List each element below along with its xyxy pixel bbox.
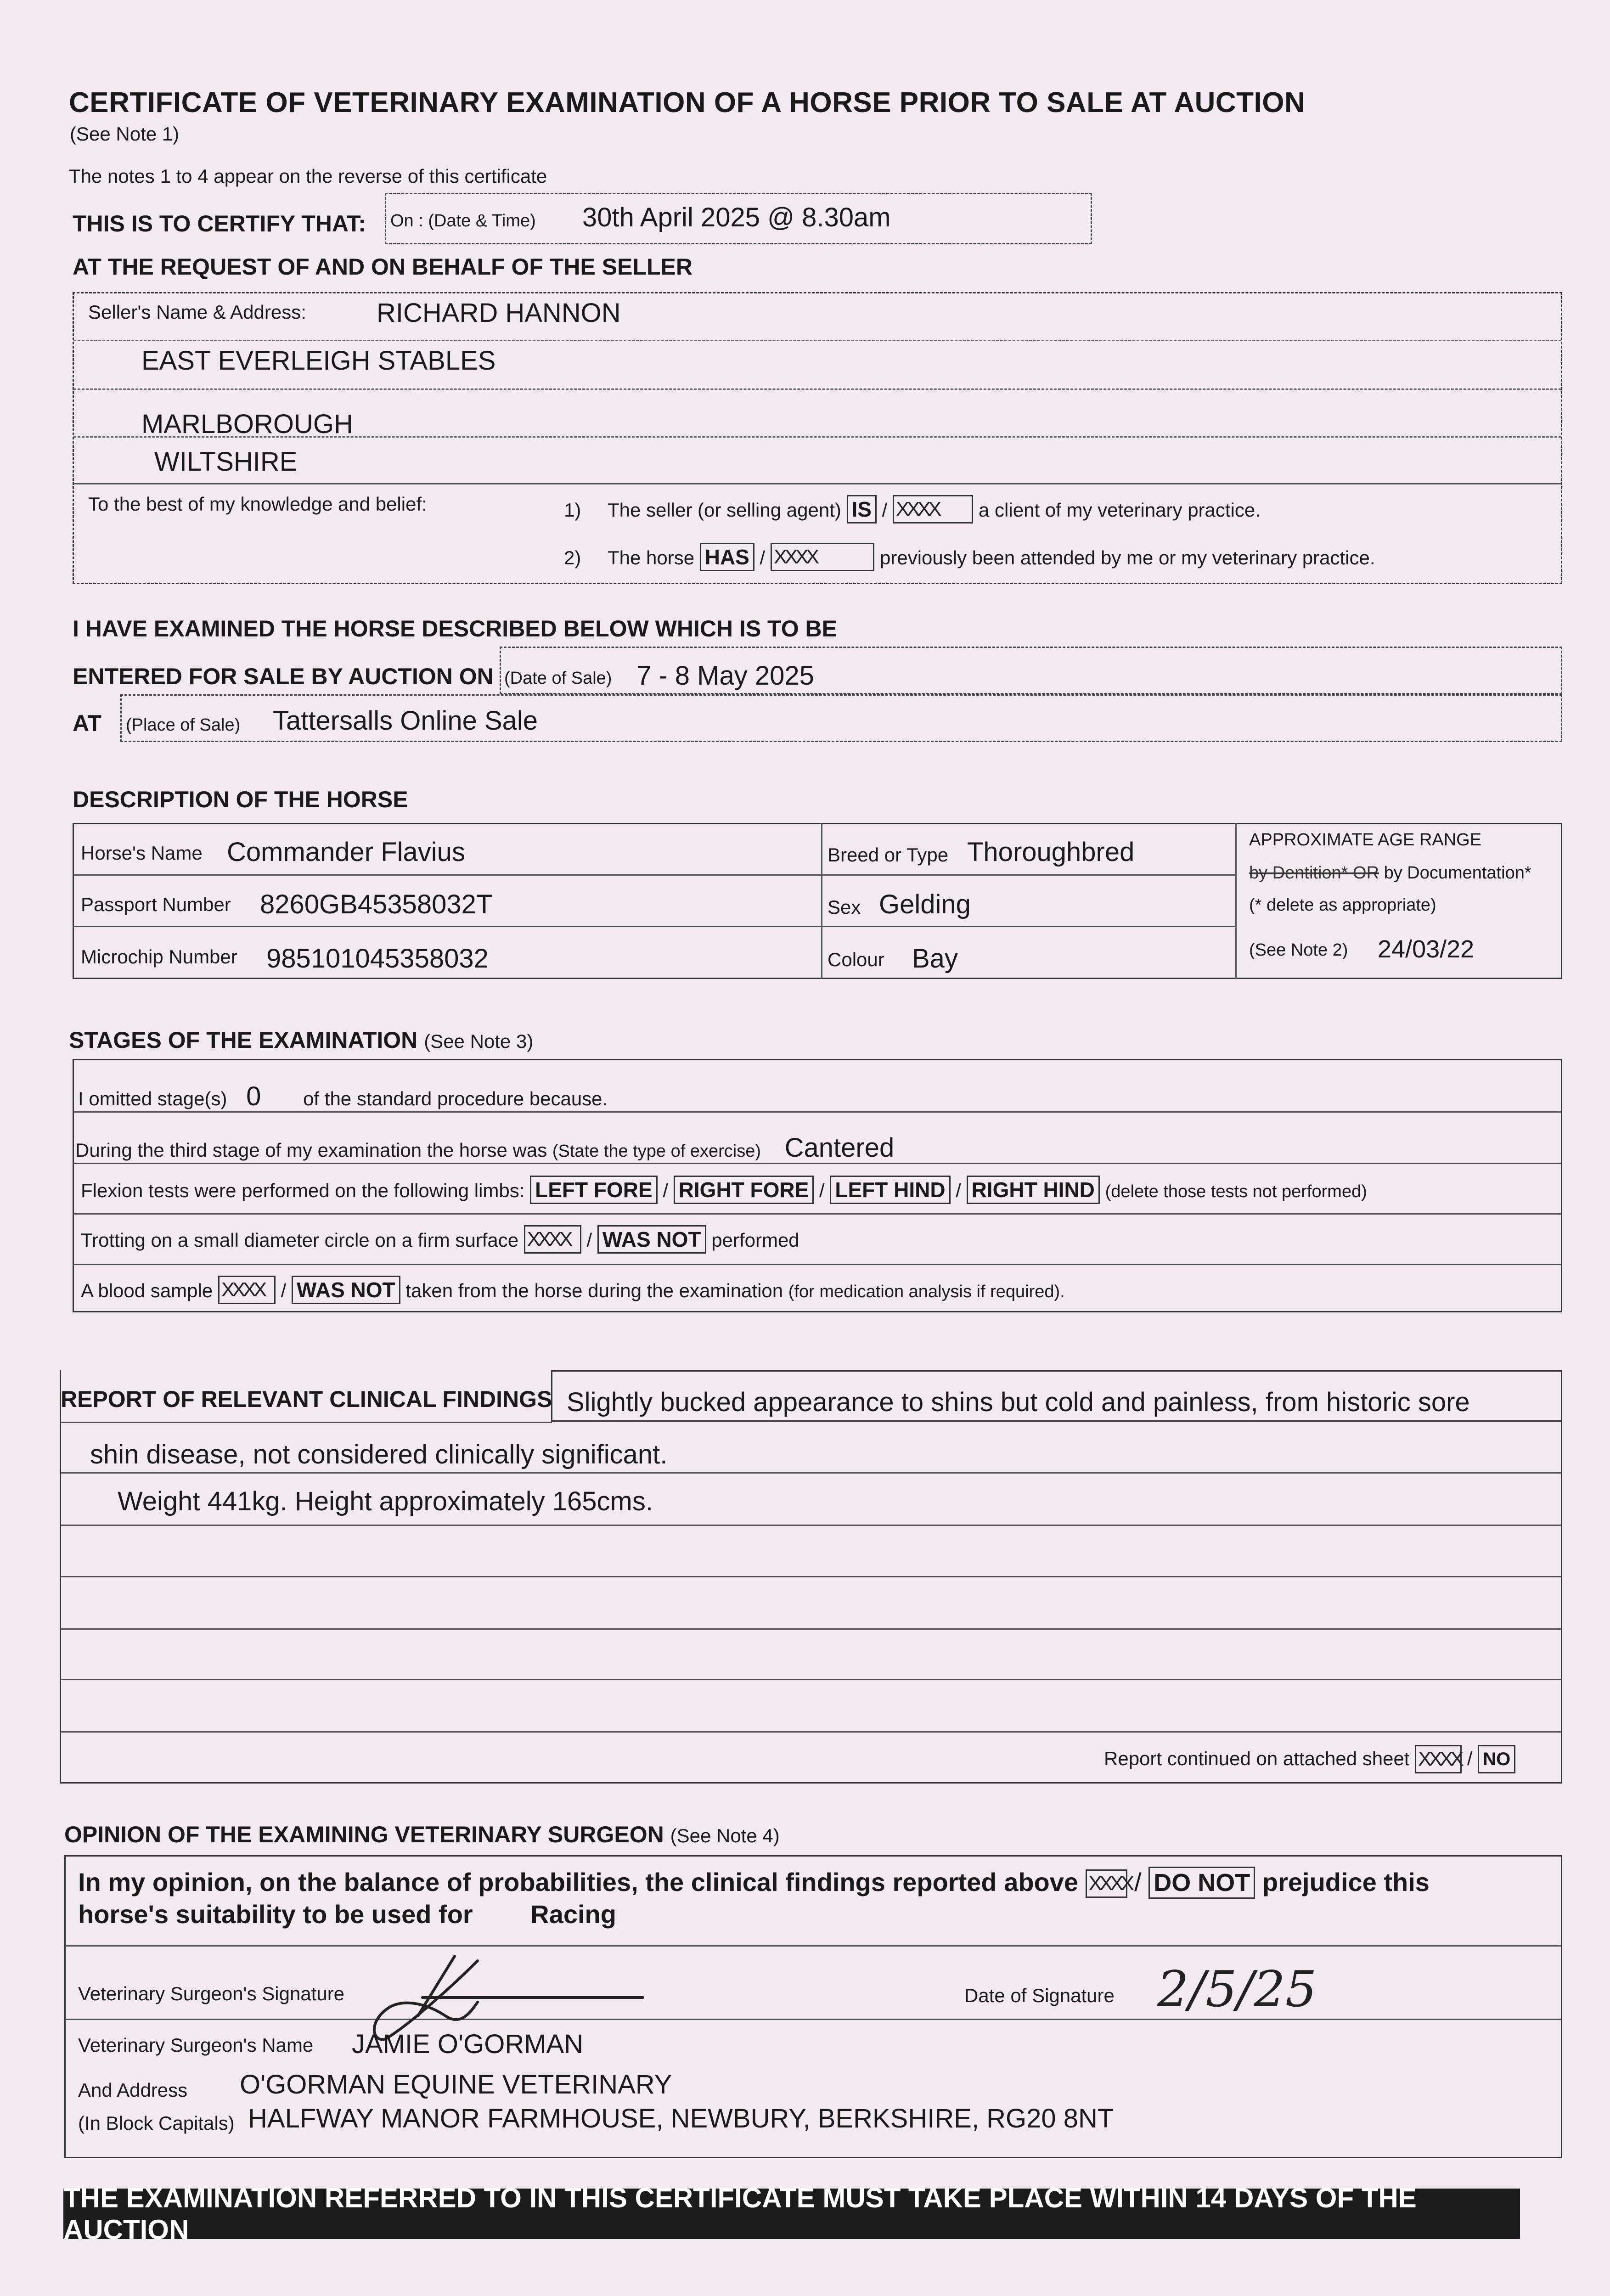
- address-hint: (In Block Capitals): [78, 2112, 235, 2134]
- passport-label: Passport Number: [81, 894, 231, 915]
- sale-place-label: (Place of Sale): [126, 715, 241, 735]
- opinion-do-struck[interactable]: [1086, 1869, 1127, 1898]
- see-note-1: (See Note 1): [70, 123, 180, 145]
- knowledge-item1: 1) The seller (or selling agent) IS / XXXX a client of my veterinary practice.: [564, 495, 1261, 523]
- continued-yes-struck[interactable]: [1415, 1745, 1462, 1773]
- microchip-label: Microchip Number: [81, 946, 237, 968]
- colour-label: Colour: [828, 949, 884, 970]
- description-heading: DESCRIPTION OF THE HORSE: [73, 787, 408, 812]
- blood-was-struck[interactable]: [218, 1276, 276, 1304]
- limb-left-hind[interactable]: LEFT HIND: [830, 1176, 950, 1204]
- age-method: by Dentition* OR by Documentation*: [1249, 863, 1531, 883]
- vet-name-label: Veterinary Surgeon's Name: [78, 2034, 314, 2056]
- seller-label: Seller's Name & Address:: [88, 301, 306, 323]
- blood-was-not[interactable]: WAS NOT: [292, 1276, 400, 1304]
- sex-label: Sex: [828, 896, 861, 918]
- at-label: AT: [73, 710, 101, 736]
- sale-place-value: Tattersalls Online Sale: [273, 706, 538, 736]
- address-label: And Address: [78, 2079, 188, 2101]
- examined-heading: I HAVE EXAMINED THE HORSE DESCRIBED BELOW WHICH IS TO BE: [73, 616, 837, 642]
- findings-line3: Weight 441kg. Height approximately 165cms.: [118, 1486, 653, 1516]
- has-option[interactable]: HAS: [700, 543, 754, 571]
- passport-value: 8260GB45358032T: [260, 889, 493, 919]
- knowledge-item2: 2) The horse HAS / XXXX previously been attended by me or my veterinary practice.: [564, 543, 1375, 571]
- omitted-stages-row: I omitted stage(s) 0 of the standard procedure because.: [78, 1081, 608, 1111]
- address-line2: HALFWAY MANOR FARMHOUSE, NEWBURY, BERKSHIRE, RG20 8NT: [248, 2104, 1114, 2133]
- footer-banner: THE EXAMINATION REFERRED TO IN THIS CERTIFICATE MUST TAKE PLACE WITHIN 14 DAYS OF THE AUCTION: [63, 2189, 1520, 2239]
- flexion-row: Flexion tests were performed on the following limbs: LEFT FORE / RIGHT FORE / LEFT HIND / RIGHT HIND (delete those tests not performed): [81, 1176, 1367, 1204]
- entered-label: ENTERED FOR SALE BY AUCTION ON: [73, 664, 494, 689]
- signature-label: Veterinary Surgeon's Signature: [78, 1983, 345, 2004]
- intended-use-value: Racing: [530, 1900, 616, 1929]
- sale-date-label: (Date of Sale): [504, 669, 612, 688]
- colour-value: Bay: [912, 944, 958, 974]
- trotting-was-struck[interactable]: [524, 1225, 581, 1254]
- age-value: 24/03/22: [1378, 935, 1475, 963]
- trotting-was-not[interactable]: WAS NOT: [597, 1225, 706, 1254]
- is-option[interactable]: IS: [847, 495, 877, 523]
- age-see-note: (See Note 2): [1249, 940, 1348, 960]
- seller-address-line2: MARLBOROUGH: [141, 409, 353, 439]
- horse-name-label: Horse's Name: [81, 842, 203, 864]
- blood-sample-row: A blood sample XXXX / WAS NOT taken from the horse during the examination (for medication analysis if required).: [81, 1276, 1065, 1304]
- breed-value: Thoroughbred: [967, 837, 1135, 867]
- date-signature-value: 2/5/25: [1157, 1961, 1317, 2018]
- opinion-do-not[interactable]: DO NOT: [1148, 1867, 1255, 1899]
- age-dentition-struck: by Dentition* OR: [1249, 863, 1379, 883]
- horse-name-value: Commander Flavius: [227, 837, 465, 867]
- breed-label: Breed or Type: [828, 844, 949, 866]
- findings-line1: Slightly bucked appearance to shins but cold and painless, from historic sore: [567, 1387, 1470, 1417]
- knowledge-label: To the best of my knowledge and belief:: [88, 493, 427, 515]
- age-range-heading: APPROXIMATE AGE RANGE: [1249, 830, 1482, 850]
- limb-right-fore[interactable]: RIGHT FORE: [674, 1176, 814, 1204]
- third-stage-value: Cantered: [784, 1133, 895, 1163]
- opinion-heading: OPINION OF THE EXAMINING VETERINARY SURGEON (See Note 4): [64, 1822, 780, 1847]
- findings-line2: shin disease, not considered clinically significant.: [90, 1440, 668, 1469]
- continued-row: Report continued on attached sheet XXXX / NO: [1104, 1745, 1515, 1773]
- exam-datetime-value: 30th April 2025 @ 8.30am: [582, 203, 891, 232]
- limb-left-fore[interactable]: LEFT FORE: [530, 1176, 658, 1204]
- age-delete-note: (* delete as appropriate): [1249, 895, 1436, 915]
- notes-intro: The notes 1 to 4 appear on the reverse of this certificate: [69, 165, 547, 187]
- trotting-row: Trotting on a small diameter circle on a firm surface XXXX / WAS NOT performed: [81, 1225, 799, 1254]
- seller-address-line1: EAST EVERLEIGH STABLES: [141, 346, 496, 376]
- vet-name-value: JAMIE O'GORMAN: [352, 2029, 584, 2059]
- exam-datetime-label: On : (Date & Time): [390, 211, 536, 231]
- date-signature-label: Date of Signature: [964, 1985, 1115, 2006]
- certify-label: THIS IS TO CERTIFY THAT:: [73, 211, 366, 236]
- seller-address-line3: WILTSHIRE: [154, 447, 298, 477]
- has-not-option-struck[interactable]: [771, 543, 874, 571]
- limb-right-hind[interactable]: RIGHT HIND: [967, 1176, 1100, 1204]
- stages-heading: STAGES OF THE EXAMINATION (See Note 3): [69, 1027, 534, 1053]
- third-stage-row: During the third stage of my examination the horse was (State the type of exercise) Cantered: [75, 1133, 895, 1163]
- continued-no[interactable]: NO: [1478, 1745, 1515, 1773]
- omitted-stages-value: 0: [246, 1081, 261, 1111]
- seller-name: RICHARD HANNON: [377, 298, 621, 328]
- sale-date-value: 7 - 8 May 2025: [636, 661, 814, 691]
- microchip-value: 985101045358032: [266, 944, 489, 974]
- certificate-title: CERTIFICATE OF VETERINARY EXAMINATION OF A HORSE PRIOR TO SALE AT AUCTION: [69, 87, 1306, 118]
- address-line1: O'GORMAN EQUINE VETERINARY: [240, 2070, 672, 2099]
- sex-value: Gelding: [879, 889, 971, 919]
- is-not-option-struck[interactable]: [893, 495, 973, 523]
- request-heading: AT THE REQUEST OF AND ON BEHALF OF THE SELLER: [73, 254, 692, 280]
- opinion-line2: horse's suitability to be used for Racing: [78, 1900, 616, 1929]
- opinion-line1: In my opinion, on the balance of probabilities, the clinical findings reported above XXXX / DO NOT prejudice this: [78, 1866, 1430, 1899]
- findings-heading: REPORT OF RELEVANT CLINICAL FINDINGS: [61, 1386, 552, 1412]
